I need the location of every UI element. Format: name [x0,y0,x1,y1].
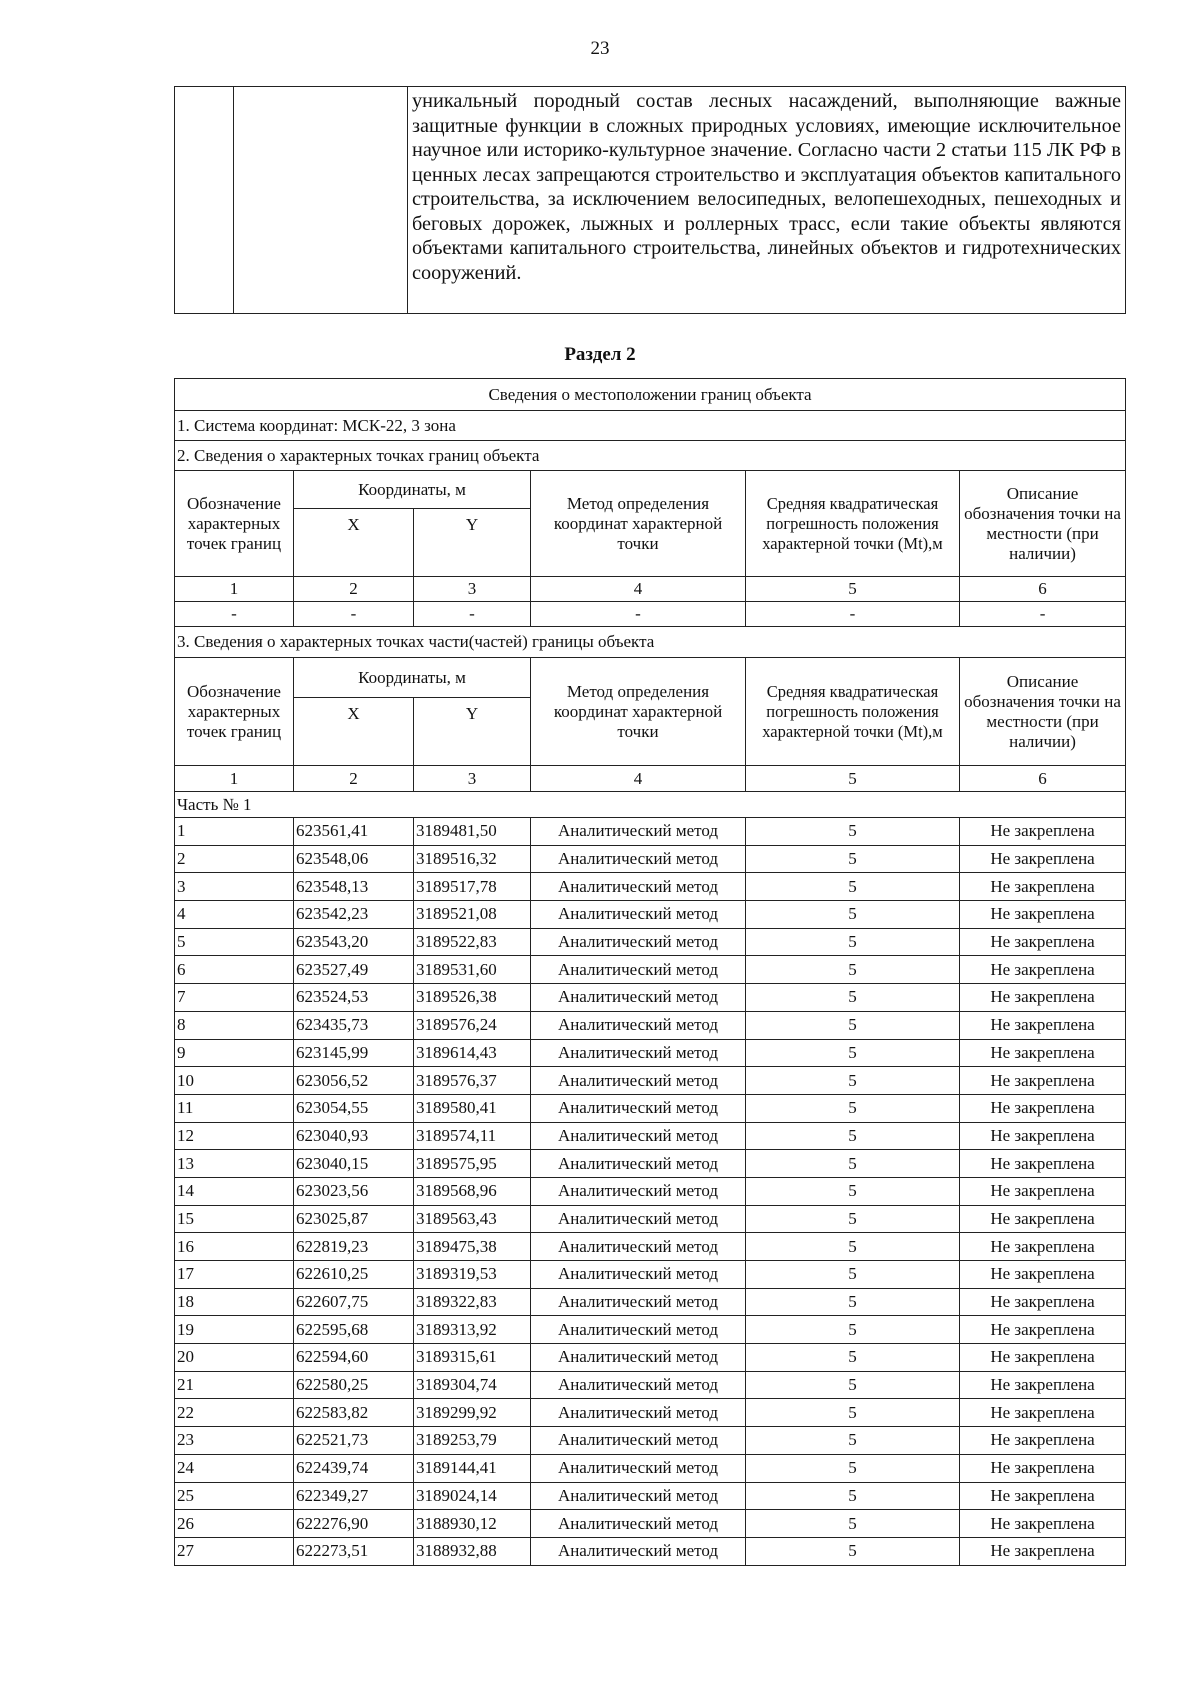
col-number: 3 [414,577,531,602]
header-x: X [294,698,414,766]
section-title: Раздел 2 [564,344,636,365]
header-y: Y [414,509,531,577]
point-number: 25 [175,1482,294,1510]
table-caption-row [175,379,1126,411]
coord-y: 3189516,32 [414,845,531,873]
description-cell: Не закреплена [960,873,1126,901]
header-error: Средняя квадратическая погрешность положения характерной точки (Mt),м [746,471,960,577]
table-row [175,1039,1126,1067]
error-cell: 5 [746,1454,960,1482]
header-error: Средняя квадратическая погрешность положения характерной точки (Mt),м [746,658,960,766]
point-number: 19 [175,1316,294,1344]
header-designation: Обозначение характерных точек границ [175,658,294,766]
empty-cell: - [414,602,531,627]
coord-y: 3189481,50 [414,818,531,846]
method-cell: Аналитический метод [531,1150,746,1178]
description-cell: Не закреплена [960,1454,1126,1482]
description-cell: Не закреплена [960,1205,1126,1233]
description-cell: Не закреплена [960,1233,1126,1261]
coord-y: 3189299,92 [414,1399,531,1427]
page-number: 23 [590,38,610,59]
table-row [175,1261,1126,1289]
method-cell: Аналитический метод [531,1510,746,1538]
method-cell: Аналитический метод [531,1316,746,1344]
point-number: 15 [175,1205,294,1233]
error-cell: 5 [746,1261,960,1289]
table-row [175,1233,1126,1261]
header-coords: Координаты, м [294,471,531,509]
coord-x: 623542,23 [294,901,414,929]
description-cell: Не закреплена [960,984,1126,1012]
col-number: 2 [294,577,414,602]
method-cell: Аналитический метод [531,1233,746,1261]
table-row [175,1399,1126,1427]
error-cell: 5 [746,1316,960,1344]
empty-cell: - [531,602,746,627]
coord-y: 3189024,14 [414,1482,531,1510]
coord-x: 622819,23 [294,1233,414,1261]
header-row-a [175,471,1126,509]
col-numbers-row-2 [175,766,1126,792]
coord-x: 623561,41 [294,818,414,846]
block3-title: 3. Сведения о характерных точках части(частей) границы объекта [175,627,1126,658]
coord-y: 3189475,38 [414,1233,531,1261]
coord-x: 623040,15 [294,1150,414,1178]
point-number: 5 [175,928,294,956]
coord-y: 3189522,83 [414,928,531,956]
error-cell: 5 [746,1205,960,1233]
continuation-cell-2 [234,87,408,313]
coord-x: 623023,56 [294,1177,414,1205]
empty-data-row [175,602,1126,627]
header-x: X [294,509,414,577]
coord-y: 3189580,41 [414,1094,531,1122]
coord-x: 622349,27 [294,1482,414,1510]
table-row [175,1344,1126,1372]
method-cell: Аналитический метод [531,1399,746,1427]
coord-x: 622439,74 [294,1454,414,1482]
coord-y: 3189568,96 [414,1177,531,1205]
coord-y: 3189319,53 [414,1261,531,1289]
coord-x: 623524,53 [294,984,414,1012]
coord-y: 3189563,43 [414,1205,531,1233]
point-number: 2 [175,845,294,873]
point-number: 27 [175,1537,294,1565]
point-number: 26 [175,1510,294,1538]
header-coords: Координаты, м [294,658,531,698]
coord-y: 3189614,43 [414,1039,531,1067]
description-cell: Не закреплена [960,956,1126,984]
coord-y: 3189574,11 [414,1122,531,1150]
coord-y: 3188930,12 [414,1510,531,1538]
method-cell: Аналитический метод [531,1454,746,1482]
coord-y: 3189575,95 [414,1150,531,1178]
coord-y: 3189526,38 [414,984,531,1012]
description-cell: Не закреплена [960,901,1126,929]
method-cell: Аналитический метод [531,1288,746,1316]
empty-cell: - [960,602,1126,627]
description-cell: Не закреплена [960,1510,1126,1538]
description-cell: Не закреплена [960,818,1126,846]
point-number: 20 [175,1344,294,1372]
header-description: Описание обозначения точки на местности (при наличии) [960,471,1126,577]
part-label: Часть № 1 [175,792,1126,818]
description-cell: Не закреплена [960,1150,1126,1178]
table-row [175,1205,1126,1233]
coord-x: 623548,13 [294,873,414,901]
point-number: 1 [175,818,294,846]
header2-row-a [175,658,1126,698]
coord-x: 622594,60 [294,1344,414,1372]
coord-x: 622580,25 [294,1371,414,1399]
point-number: 11 [175,1094,294,1122]
method-cell: Аналитический метод [531,1205,746,1233]
description-cell: Не закреплена [960,1067,1126,1095]
error-cell: 5 [746,818,960,846]
method-cell: Аналитический метод [531,1094,746,1122]
continuation-table [174,86,1126,314]
coord-y: 3189144,41 [414,1454,531,1482]
error-cell: 5 [746,1094,960,1122]
coord-x: 623056,52 [294,1067,414,1095]
coord-y: 3189521,08 [414,901,531,929]
col-number: 1 [175,766,294,792]
point-number: 3 [175,873,294,901]
coord-x: 622273,51 [294,1537,414,1565]
method-cell: Аналитический метод [531,1039,746,1067]
method-cell: Аналитический метод [531,873,746,901]
table-row [175,901,1126,929]
table-row [175,1177,1126,1205]
method-cell: Аналитический метод [531,1482,746,1510]
coord-y: 3188932,88 [414,1537,531,1565]
error-cell: 5 [746,1150,960,1178]
table-row [175,1454,1126,1482]
coord-x: 623145,99 [294,1039,414,1067]
error-cell: 5 [746,1177,960,1205]
table-row [175,984,1126,1012]
point-number: 6 [175,956,294,984]
point-number: 14 [175,1177,294,1205]
method-cell: Аналитический метод [531,1261,746,1289]
coord-x: 623527,49 [294,956,414,984]
description-cell: Не закреплена [960,1344,1126,1372]
error-cell: 5 [746,956,960,984]
description-cell: Не закреплена [960,1427,1126,1455]
method-cell: Аналитический метод [531,928,746,956]
point-number: 16 [175,1233,294,1261]
coord-y: 3189517,78 [414,873,531,901]
method-cell: Аналитический метод [531,1371,746,1399]
part-label-row [175,792,1126,818]
method-cell: Аналитический метод [531,956,746,984]
coord-x: 623040,93 [294,1122,414,1150]
header-method: Метод определения координат характерной точки [531,471,746,577]
error-cell: 5 [746,873,960,901]
point-number: 18 [175,1288,294,1316]
description-cell: Не закреплена [960,1482,1126,1510]
point-number: 22 [175,1399,294,1427]
col-number: 4 [531,577,746,602]
description-cell: Не закреплена [960,1371,1126,1399]
error-cell: 5 [746,1288,960,1316]
table-row [175,845,1126,873]
col-number: 6 [960,577,1126,602]
point-number: 10 [175,1067,294,1095]
method-cell: Аналитический метод [531,984,746,1012]
method-cell: Аналитический метод [531,1067,746,1095]
table-row [175,873,1126,901]
coord-x: 623435,73 [294,1011,414,1039]
table-row [175,928,1126,956]
error-cell: 5 [746,1399,960,1427]
table-row [175,1316,1126,1344]
coord-x: 623543,20 [294,928,414,956]
description-cell: Не закреплена [960,928,1126,956]
col-number: 6 [960,766,1126,792]
coord-system: 1. Система координат: МСК-22, 3 зона [175,411,1126,441]
error-cell: 5 [746,1039,960,1067]
coord-y: 3189576,37 [414,1067,531,1095]
error-cell: 5 [746,1233,960,1261]
description-cell: Не закреплена [960,845,1126,873]
empty-cell: - [294,602,414,627]
empty-cell: - [746,602,960,627]
point-number: 9 [175,1039,294,1067]
point-number: 12 [175,1122,294,1150]
table-row [175,956,1126,984]
description-cell: Не закреплена [960,1122,1126,1150]
coord-x: 623548,06 [294,845,414,873]
block3-title-row [175,627,1126,658]
empty-cell: - [175,602,294,627]
table-row [175,1094,1126,1122]
header-designation: Обозначение характерных точек границ [175,471,294,577]
point-number: 7 [175,984,294,1012]
coord-x: 622610,25 [294,1261,414,1289]
point-number: 21 [175,1371,294,1399]
coord-x: 623025,87 [294,1205,414,1233]
table-row [175,1427,1126,1455]
col-number: 3 [414,766,531,792]
point-number: 4 [175,901,294,929]
block2-title: 2. Сведения о характерных точках границ объекта [175,441,1126,471]
description-cell: Не закреплена [960,1177,1126,1205]
method-cell: Аналитический метод [531,901,746,929]
error-cell: 5 [746,1371,960,1399]
boundaries-table [174,378,1126,1566]
coord-y: 3189322,83 [414,1288,531,1316]
error-cell: 5 [746,1067,960,1095]
table-caption: Сведения о местоположении границ объекта [175,379,1126,411]
error-cell: 5 [746,1011,960,1039]
table-row [175,1067,1126,1095]
error-cell: 5 [746,845,960,873]
error-cell: 5 [746,1427,960,1455]
point-number: 8 [175,1011,294,1039]
point-number: 17 [175,1261,294,1289]
coord-y: 3189531,60 [414,956,531,984]
col-number: 5 [746,766,960,792]
coord-y: 3189576,24 [414,1011,531,1039]
coord-x: 622595,68 [294,1316,414,1344]
table-row [175,1011,1126,1039]
error-cell: 5 [746,928,960,956]
error-cell: 5 [746,901,960,929]
col-number: 4 [531,766,746,792]
table-row [175,1537,1126,1565]
method-cell: Аналитический метод [531,1537,746,1565]
continuation-cell-1 [175,87,234,313]
table-row [175,1122,1126,1150]
method-cell: Аналитический метод [531,1011,746,1039]
coord-y: 3189313,92 [414,1316,531,1344]
error-cell: 5 [746,984,960,1012]
table-row [175,1371,1126,1399]
col-number: 2 [294,766,414,792]
col-number: 1 [175,577,294,602]
description-cell: Не закреплена [960,1261,1126,1289]
description-cell: Не закреплена [960,1039,1126,1067]
table-row [175,818,1126,846]
description-cell: Не закреплена [960,1288,1126,1316]
description-cell: Не закреплена [960,1094,1126,1122]
table-row [175,1510,1126,1538]
method-cell: Аналитический метод [531,1427,746,1455]
table-row [175,1288,1126,1316]
description-cell: Не закреплена [960,1537,1126,1565]
method-cell: Аналитический метод [531,1344,746,1372]
error-cell: 5 [746,1537,960,1565]
method-cell: Аналитический метод [531,1122,746,1150]
point-number: 24 [175,1454,294,1482]
coord-y: 3189253,79 [414,1427,531,1455]
table-row [175,1150,1126,1178]
coord-x: 622583,82 [294,1399,414,1427]
error-cell: 5 [746,1122,960,1150]
method-cell: Аналитический метод [531,1177,746,1205]
coord-y: 3189304,74 [414,1371,531,1399]
coord-x: 622276,90 [294,1510,414,1538]
description-cell: Не закреплена [960,1316,1126,1344]
point-number: 23 [175,1427,294,1455]
coord-x: 622607,75 [294,1288,414,1316]
header-method: Метод определения координат характерной точки [531,658,746,766]
error-cell: 5 [746,1482,960,1510]
header-y: Y [414,698,531,766]
coord-x: 622521,73 [294,1427,414,1455]
method-cell: Аналитический метод [531,818,746,846]
error-cell: 5 [746,1510,960,1538]
header-description: Описание обозначения точки на местности (при наличии) [960,658,1126,766]
coord-y: 3189315,61 [414,1344,531,1372]
coord-system-row [175,411,1126,441]
error-cell: 5 [746,1344,960,1372]
block2-title-row [175,441,1126,471]
col-number: 5 [746,577,960,602]
coord-x: 623054,55 [294,1094,414,1122]
col-numbers-row [175,577,1126,602]
method-cell: Аналитический метод [531,845,746,873]
continuation-text: уникальный породный состав лесных насаждений, выполняющие важные защитные функции в сложных природных условиях, имеющие исключительное научное или историко-культурное значение. Согласно части 2 статьи 115 ЛК РФ в ценных лесах запрещаются строительство и эксплуатация объектов капитального строительства, за исключением велосипедных, велопешеходных, пешеходных и беговых дорожек, лыжных и роллерных трасс, если такие объекты являются объектами капитального строительства, линейных объектов и гидротехнических сооружений. [412,90,1121,284]
description-cell: Не закреплена [960,1011,1126,1039]
description-cell: Не закреплена [960,1399,1126,1427]
table-row [175,1482,1126,1510]
point-number: 13 [175,1150,294,1178]
continuation-text-cell [408,87,1125,313]
